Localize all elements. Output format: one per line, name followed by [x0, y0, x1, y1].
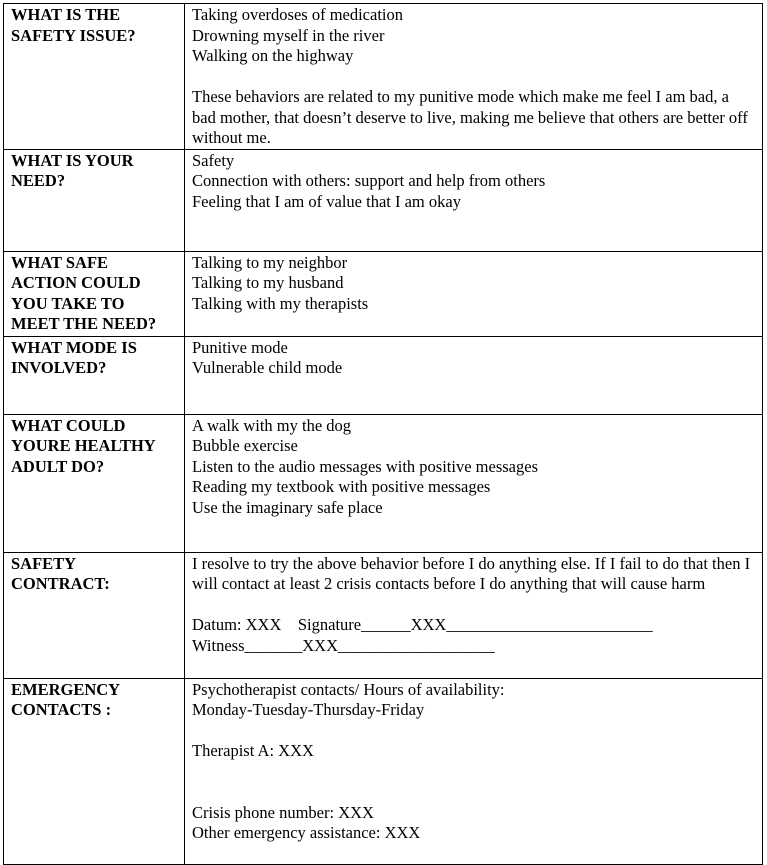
list-item: Walking on the highway	[192, 46, 354, 65]
contract-paragraph: I resolve to try the above behavior before I do anything else. If I fail to do that then I will contact at least 2 crisis contacts before I do anything that will cause harm	[192, 553, 751, 593]
safety-plan-document	[3, 3, 763, 865]
explanation-paragraph: These behaviors are related to my punitive mode which make me feel I am bad, a bad mother, that doesn’t deserve to live, making me believe that others are better off without me.	[192, 87, 748, 147]
list-item: Talking with my therapists	[192, 293, 369, 313]
list-item: Taking overdoses of medication	[192, 5, 403, 24]
row-label: SAFETY CONTRACT:	[4, 552, 185, 678]
list-item: Monday-Tuesday-Thursday-Friday	[192, 700, 425, 719]
row-content	[185, 678, 763, 864]
table-row-mode	[4, 336, 763, 414]
crisis-phone: Crisis phone number: XXX	[192, 802, 374, 822]
row-label: WHAT IS THE SAFETY ISSUE?	[4, 4, 185, 150]
table-row-healthy-adult	[4, 414, 763, 552]
list-item: Reading my textbook with positive messages	[192, 477, 491, 496]
list-item: Vulnerable child mode	[192, 358, 343, 377]
other-assistance: Other emergency assistance: XXX	[192, 823, 421, 842]
list-item: A walk with my the dog	[192, 415, 352, 435]
witness-line: Witness_______XXX___________________	[192, 635, 495, 655]
list-item: Feeling that I am of value that I am okay	[192, 191, 461, 211]
list-item: Psychotherapist contacts/ Hours of availability:	[192, 679, 505, 699]
list-item: Safety	[192, 150, 235, 170]
signature-line: Datum: XXX Signature______XXX_________________________	[192, 615, 653, 634]
row-label: WHAT SAFE ACTION COULD YOU TAKE TO MEET THE NEED?	[4, 251, 185, 336]
table-row-safety-issue	[4, 4, 763, 150]
row-content	[185, 149, 763, 251]
list-item: Use the imaginary safe place	[192, 497, 383, 517]
list-item: Connection with others: support and help from others	[192, 171, 546, 190]
row-content	[185, 414, 763, 552]
row-content	[185, 4, 763, 150]
list-item: Listen to the audio messages with positive messages	[192, 456, 538, 476]
table-row-safe-action	[4, 251, 763, 336]
row-label: EMERGENCY CONTACTS :	[4, 678, 185, 864]
row-content	[185, 336, 763, 414]
row-content	[185, 552, 763, 678]
list-item: Talking to my neighbor	[192, 252, 348, 272]
list-item: Drowning myself in the river	[192, 25, 385, 45]
row-label: WHAT IS YOUR NEED?	[4, 149, 185, 251]
row-label: WHAT MODE IS INVOLVED?	[4, 336, 185, 414]
table-row-emergency-contacts	[4, 678, 763, 864]
list-item: Punitive mode	[192, 337, 288, 357]
safety-plan-table	[3, 3, 763, 865]
table-row-need	[4, 149, 763, 251]
therapist-contact: Therapist A: XXX	[192, 741, 314, 760]
table-row-safety-contract	[4, 552, 763, 678]
row-content	[185, 251, 763, 336]
list-item: Bubble exercise	[192, 436, 298, 455]
list-item: Talking to my husband	[192, 273, 344, 292]
row-label: WHAT COULD YOURE HEALTHY ADULT DO?	[4, 414, 185, 552]
